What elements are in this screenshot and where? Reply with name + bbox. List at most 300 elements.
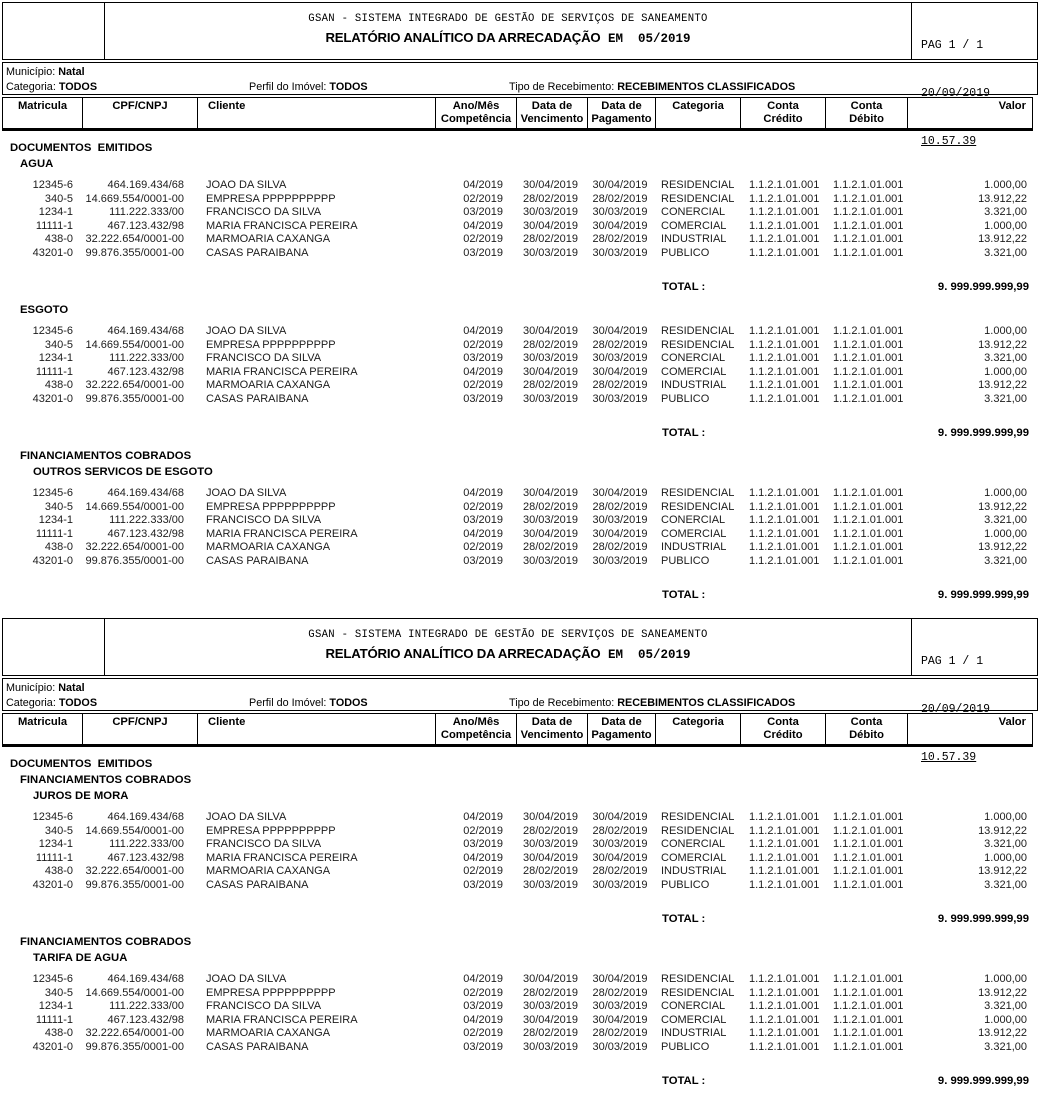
- cell-conta-debito: 1.1.2.1.01.001: [833, 233, 904, 245]
- cell-cpf-cnpj: 464.169.434/68: [107, 973, 184, 985]
- column-header-cpf-cnpj: CPF/CNPJ: [82, 98, 197, 128]
- cell-valor: 1.000,00: [984, 179, 1027, 191]
- section-rows: [2, 487, 1033, 568]
- cell-cpf-cnpj: 467.123.432/98: [107, 851, 184, 864]
- cell-valor: 3.321,00: [984, 878, 1027, 891]
- cell-cpf-cnpj: 32.222.654/0001-00: [85, 1027, 184, 1039]
- perfil-imovel-label: Perfil do Imóvel:: [249, 697, 330, 709]
- cell-conta-debito: 1.1.2.1.01.001: [833, 392, 904, 405]
- total-value: 9. 999.999.999,99: [937, 1075, 1029, 1087]
- cell-categoria: CONERCIAL: [661, 514, 726, 526]
- cell-data-pagamento: 30/04/2019: [592, 487, 648, 499]
- cell-valor: 1.000,00: [984, 219, 1027, 232]
- cell-conta-credito: 1.1.2.1.01.001: [749, 514, 820, 526]
- cell-data-vencimento: 28/02/2019: [522, 338, 579, 351]
- column-header-matricula: Matricula: [17, 716, 68, 728]
- cell-valor: 3.321,00: [984, 1040, 1027, 1053]
- cell-data-vencimento: 28/02/2019: [522, 824, 579, 837]
- cell-valor: 1.000,00: [984, 851, 1027, 864]
- cell-cliente: FRANCISCO DA SILVA: [206, 838, 322, 850]
- total-label: TOTAL :: [662, 281, 706, 293]
- cell-cpf-cnpj: 111.222.333/00: [109, 352, 184, 364]
- section-heading: DOCUMENTOS EMITIDOS: [10, 142, 153, 154]
- cell-ano-mes-competencia: 03/2019: [463, 392, 503, 405]
- cell-conta-debito: 1.1.2.1.01.001: [833, 865, 904, 877]
- cell-data-pagamento: 30/04/2019: [592, 179, 648, 191]
- cell-conta-credito: 1.1.2.1.01.001: [749, 554, 820, 567]
- cell-conta-credito: 1.1.2.1.01.001: [749, 824, 820, 837]
- cell-matricula: 1234-1: [38, 352, 73, 364]
- total-row: [2, 1074, 1033, 1088]
- cell-data-pagamento: 28/02/2019: [592, 233, 648, 245]
- table-row: [2, 1041, 1033, 1055]
- cell-categoria: PUBLICO: [661, 392, 710, 405]
- cell-data-vencimento: 28/02/2019: [522, 1027, 579, 1039]
- cell-ano-mes-competencia: 03/2019: [463, 838, 503, 850]
- cell-conta-credito: 1.1.2.1.01.001: [749, 338, 820, 351]
- cell-data-pagamento: 28/02/2019: [592, 192, 648, 205]
- cell-matricula: 438-0: [44, 1027, 73, 1039]
- cell-categoria: PUBLICO: [661, 1040, 710, 1053]
- cell-conta-credito: 1.1.2.1.01.001: [749, 192, 820, 205]
- cell-categoria: INDUSTRIAL: [661, 865, 727, 877]
- table-row: [2, 838, 1033, 852]
- filter-municipio: [6, 681, 1037, 696]
- cell-cpf-cnpj: 99.876.355/0001-00: [85, 1040, 184, 1053]
- cell-data-vencimento: 30/04/2019: [522, 179, 579, 191]
- cell-matricula: 438-0: [44, 233, 73, 245]
- column-header-ano-mes-competencia: Ano/Mês Competência: [435, 98, 516, 128]
- cell-conta-credito: 1.1.2.1.01.001: [749, 325, 820, 337]
- table-column-header: [2, 97, 1033, 131]
- cell-conta-credito: 1.1.2.1.01.001: [749, 352, 820, 364]
- total-row: [2, 588, 1033, 602]
- table-row: [2, 825, 1033, 839]
- column-header-valor: Valor: [907, 98, 1032, 128]
- cell-conta-debito: 1.1.2.1.01.001: [833, 824, 904, 837]
- cell-cliente: MARMOARIA CAXANGA: [206, 541, 331, 553]
- cell-categoria: COMERCIAL: [661, 851, 727, 864]
- cell-ano-mes-competencia: 03/2019: [463, 554, 503, 567]
- cell-valor: 3.321,00: [984, 554, 1027, 567]
- table-row: [2, 501, 1033, 515]
- filter-bar: [2, 62, 1038, 95]
- cell-valor: 1.000,00: [984, 365, 1027, 378]
- logo-box: [3, 3, 105, 59]
- cell-cpf-cnpj: 32.222.654/0001-00: [85, 379, 184, 391]
- cell-conta-credito: 1.1.2.1.01.001: [749, 392, 820, 405]
- table-column-header: [2, 713, 1033, 747]
- cell-categoria: COMERCIAL: [661, 219, 727, 232]
- header-titles: [105, 3, 911, 59]
- tipo-recebimento-label: Tipo de Recebimento:: [509, 697, 618, 709]
- cell-ano-mes-competencia: 04/2019: [463, 179, 503, 191]
- cell-conta-debito: 1.1.2.1.01.001: [833, 811, 904, 823]
- cell-data-pagamento: 30/03/2019: [592, 838, 648, 850]
- cell-data-pagamento: 30/04/2019: [592, 365, 648, 378]
- cell-data-vencimento: 28/02/2019: [522, 192, 579, 205]
- cell-cliente: FRANCISCO DA SILVA: [206, 206, 322, 218]
- cell-valor: 13.912,22: [978, 500, 1027, 513]
- cell-cpf-cnpj: 467.123.432/98: [107, 527, 184, 540]
- cell-conta-credito: 1.1.2.1.01.001: [749, 500, 820, 513]
- cell-conta-debito: 1.1.2.1.01.001: [833, 365, 904, 378]
- perfil-imovel-value: TODOS: [329, 697, 368, 709]
- cell-valor: 13.912,22: [978, 986, 1027, 999]
- cell-conta-credito: 1.1.2.1.01.001: [749, 865, 820, 877]
- cell-data-pagamento: 30/04/2019: [592, 973, 648, 985]
- cell-conta-credito: 1.1.2.1.01.001: [749, 986, 820, 999]
- cell-conta-debito: 1.1.2.1.01.001: [833, 338, 904, 351]
- report-title-line: [105, 29, 911, 47]
- cell-ano-mes-competencia: 04/2019: [463, 1013, 503, 1026]
- table-row: [2, 1000, 1033, 1014]
- categoria-value: TODOS: [58, 697, 98, 709]
- cell-valor: 1.000,00: [984, 325, 1027, 337]
- cell-categoria: COMERCIAL: [661, 1013, 727, 1026]
- perfil-imovel-label: Perfil do Imóvel:: [249, 81, 330, 93]
- cell-data-pagamento: 30/03/2019: [592, 206, 648, 218]
- cell-conta-credito: 1.1.2.1.01.001: [749, 379, 820, 391]
- cell-data-pagamento: 30/04/2019: [592, 527, 648, 540]
- cell-categoria: RESIDENCIAL: [661, 500, 735, 513]
- cell-conta-debito: 1.1.2.1.01.001: [833, 527, 904, 540]
- table-row: [2, 366, 1033, 380]
- cell-cliente: EMPRESA PPPPPPPPPP: [206, 986, 336, 999]
- cell-cpf-cnpj: 99.876.355/0001-00: [85, 392, 184, 405]
- cell-data-vencimento: 28/02/2019: [522, 541, 579, 553]
- report-period: EM 05/2019: [600, 32, 691, 46]
- cell-conta-credito: 1.1.2.1.01.001: [749, 487, 820, 499]
- section-heading: AGUA: [20, 158, 54, 170]
- cell-conta-credito: 1.1.2.1.01.001: [749, 527, 820, 540]
- cell-cliente: CASAS PARAIBANA: [206, 1040, 309, 1053]
- cell-conta-debito: 1.1.2.1.01.001: [833, 514, 904, 526]
- cell-data-pagamento: 28/02/2019: [592, 338, 648, 351]
- column-header-cliente: Cliente: [197, 98, 435, 128]
- cell-valor: 3.321,00: [984, 1000, 1027, 1012]
- cell-cpf-cnpj: 32.222.654/0001-00: [85, 233, 184, 245]
- cell-valor: 13.912,22: [978, 192, 1027, 205]
- cell-valor: 13.912,22: [978, 233, 1027, 245]
- cell-ano-mes-competencia: 02/2019: [463, 379, 503, 391]
- section-heading: FINANCIAMENTOS COBRADOS: [20, 774, 192, 786]
- cell-matricula: 1234-1: [38, 514, 73, 526]
- cell-data-pagamento: 30/04/2019: [592, 325, 648, 337]
- cell-conta-debito: 1.1.2.1.01.001: [833, 325, 904, 337]
- cell-categoria: COMERCIAL: [661, 365, 727, 378]
- table-row: [2, 193, 1033, 207]
- cell-categoria: PUBLICO: [661, 878, 710, 891]
- cell-categoria: INDUSTRIAL: [661, 233, 727, 245]
- cell-ano-mes-competencia: 04/2019: [463, 487, 503, 499]
- section-heading: FINANCIAMENTOS COBRADOS: [20, 450, 192, 462]
- total-value: 9. 999.999.999,99: [937, 427, 1029, 439]
- column-header-conta-debito: Conta Débito: [825, 714, 907, 744]
- print-time: 10.57.39: [921, 135, 977, 148]
- cell-conta-credito: 1.1.2.1.01.001: [749, 973, 820, 985]
- cell-valor: 1.000,00: [984, 527, 1027, 540]
- table-row: [2, 541, 1033, 555]
- total-label: TOTAL :: [662, 427, 706, 439]
- cell-cliente: EMPRESA PPPPPPPPPP: [206, 338, 336, 351]
- cell-conta-credito: 1.1.2.1.01.001: [749, 1013, 820, 1026]
- cell-data-pagamento: 30/03/2019: [592, 1040, 648, 1053]
- cell-valor: 13.912,22: [978, 824, 1027, 837]
- cell-conta-debito: 1.1.2.1.01.001: [833, 838, 904, 850]
- cell-cpf-cnpj: 111.222.333/00: [109, 514, 184, 526]
- cell-conta-debito: 1.1.2.1.01.001: [833, 352, 904, 364]
- cell-cpf-cnpj: 14.669.554/0001-00: [85, 824, 184, 837]
- cell-valor: 1.000,00: [984, 973, 1027, 985]
- cell-categoria: CONERCIAL: [661, 352, 726, 364]
- section-heading: ESGOTO: [20, 304, 69, 316]
- cell-matricula: 12345-6: [32, 325, 73, 337]
- cell-matricula: 43201-0: [32, 554, 73, 567]
- cell-data-pagamento: 30/03/2019: [592, 878, 648, 891]
- report-section: [2, 934, 1033, 1088]
- section-rows: [2, 179, 1033, 260]
- cell-ano-mes-competencia: 03/2019: [463, 1000, 503, 1012]
- cell-categoria: INDUSTRIAL: [661, 1027, 727, 1039]
- cell-ano-mes-competencia: 02/2019: [463, 338, 503, 351]
- table-row: [2, 325, 1033, 339]
- cell-matricula: 12345-6: [32, 487, 73, 499]
- column-header-conta-credito: Conta Crédito: [740, 98, 825, 128]
- cell-data-pagamento: 30/03/2019: [592, 246, 648, 259]
- cell-cliente: EMPRESA PPPPPPPPPP: [206, 500, 336, 513]
- cell-data-vencimento: 30/04/2019: [522, 325, 579, 337]
- report-body: [2, 756, 1033, 1088]
- column-header-conta-debito: Conta Débito: [825, 98, 907, 128]
- table-row: [2, 865, 1033, 879]
- total-value: 9. 999.999.999,99: [937, 281, 1029, 293]
- cell-matricula: 11111-1: [35, 365, 73, 378]
- report-section: [2, 140, 1033, 294]
- cell-cliente: EMPRESA PPPPPPPPPP: [206, 192, 336, 205]
- cell-matricula: 12345-6: [32, 811, 73, 823]
- cell-ano-mes-competencia: 04/2019: [463, 219, 503, 232]
- cell-conta-debito: 1.1.2.1.01.001: [833, 487, 904, 499]
- page-number: PAG 1 / 1: [921, 655, 984, 668]
- cell-data-vencimento: 30/03/2019: [522, 246, 579, 259]
- cell-data-vencimento: 30/03/2019: [522, 352, 579, 364]
- cell-cliente: JOAO DA SILVA: [206, 325, 287, 337]
- column-header-matricula: Matricula: [17, 100, 68, 112]
- cell-ano-mes-competencia: 04/2019: [463, 811, 503, 823]
- cell-conta-credito: 1.1.2.1.01.001: [749, 1027, 820, 1039]
- cell-cpf-cnpj: 99.876.355/0001-00: [85, 246, 184, 259]
- cell-matricula: 43201-0: [32, 392, 73, 405]
- cell-matricula: 340-5: [44, 338, 73, 351]
- cell-conta-debito: 1.1.2.1.01.001: [833, 206, 904, 218]
- cell-cpf-cnpj: 14.669.554/0001-00: [85, 500, 184, 513]
- table-row: [2, 179, 1033, 193]
- municipio-label: Município:: [6, 66, 59, 78]
- cell-cliente: CASAS PARAIBANA: [206, 392, 309, 405]
- section-heading: TARIFA DE AGUA: [33, 952, 128, 964]
- cell-cliente: JOAO DA SILVA: [206, 973, 287, 985]
- cell-categoria: INDUSTRIAL: [661, 379, 727, 391]
- report-section: [2, 448, 1033, 602]
- cell-cpf-cnpj: 14.669.554/0001-00: [85, 338, 184, 351]
- cell-data-pagamento: 28/02/2019: [592, 500, 648, 513]
- cell-data-pagamento: 30/04/2019: [592, 219, 648, 232]
- cell-conta-debito: 1.1.2.1.01.001: [833, 379, 904, 391]
- cell-conta-debito: 1.1.2.1.01.001: [833, 192, 904, 205]
- cell-data-pagamento: 28/02/2019: [592, 824, 648, 837]
- cell-data-vencimento: 30/04/2019: [522, 811, 579, 823]
- cell-conta-debito: 1.1.2.1.01.001: [833, 1013, 904, 1026]
- cell-conta-credito: 1.1.2.1.01.001: [749, 878, 820, 891]
- cell-conta-debito: 1.1.2.1.01.001: [833, 1000, 904, 1012]
- cell-conta-debito: 1.1.2.1.01.001: [833, 219, 904, 232]
- total-row: [2, 426, 1033, 440]
- cell-categoria: RESIDENCIAL: [661, 973, 735, 985]
- total-label: TOTAL :: [662, 589, 706, 601]
- cell-data-vencimento: 30/03/2019: [522, 514, 579, 526]
- table-row: [2, 987, 1033, 1001]
- total-row: [2, 912, 1033, 926]
- total-row: [2, 280, 1033, 294]
- cell-categoria: CONERCIAL: [661, 838, 726, 850]
- cell-data-vencimento: 30/03/2019: [522, 838, 579, 850]
- cell-categoria: PUBLICO: [661, 554, 710, 567]
- cell-conta-credito: 1.1.2.1.01.001: [749, 838, 820, 850]
- header-titles: [105, 619, 911, 675]
- print-date: 20/09/2019: [921, 703, 991, 716]
- cell-data-pagamento: 30/03/2019: [592, 352, 648, 364]
- cell-data-vencimento: 30/04/2019: [522, 487, 579, 499]
- cell-cpf-cnpj: 14.669.554/0001-00: [85, 192, 184, 205]
- cell-matricula: 438-0: [44, 541, 73, 553]
- table-row: [2, 206, 1033, 220]
- categoria-value: TODOS: [58, 81, 98, 93]
- table-row: [2, 1014, 1033, 1028]
- cell-ano-mes-competencia: 02/2019: [463, 824, 503, 837]
- report-title: RELATÓRIO ANALÍTICO DA ARRECADAÇÃO: [325, 646, 601, 661]
- cell-matricula: 12345-6: [32, 179, 73, 191]
- total-label: TOTAL :: [662, 913, 706, 925]
- cell-data-pagamento: 30/03/2019: [592, 392, 648, 405]
- cell-ano-mes-competencia: 02/2019: [463, 500, 503, 513]
- cell-data-vencimento: 30/04/2019: [522, 365, 579, 378]
- cell-ano-mes-competencia: 03/2019: [463, 1040, 503, 1053]
- cell-valor: 3.321,00: [984, 514, 1027, 526]
- table-row: [2, 514, 1033, 528]
- report-section: [2, 756, 1033, 926]
- cell-data-vencimento: 30/03/2019: [522, 392, 579, 405]
- cell-data-vencimento: 30/03/2019: [522, 1000, 579, 1012]
- cell-conta-debito: 1.1.2.1.01.001: [833, 973, 904, 985]
- cell-cliente: CASAS PARAIBANA: [206, 878, 309, 891]
- cell-data-pagamento: 30/03/2019: [592, 1000, 648, 1012]
- cell-valor: 1.000,00: [984, 811, 1027, 823]
- cell-conta-debito: 1.1.2.1.01.001: [833, 1040, 904, 1053]
- cell-matricula: 11111-1: [35, 1013, 73, 1026]
- cell-conta-debito: 1.1.2.1.01.001: [833, 179, 904, 191]
- cell-ano-mes-competencia: 03/2019: [463, 878, 503, 891]
- report-title: RELATÓRIO ANALÍTICO DA ARRECADAÇÃO: [325, 30, 601, 45]
- column-header-cpf-cnpj: CPF/CNPJ: [82, 714, 197, 744]
- cell-matricula: 1234-1: [38, 1000, 73, 1012]
- cell-cpf-cnpj: 111.222.333/00: [109, 838, 184, 850]
- cell-conta-credito: 1.1.2.1.01.001: [749, 219, 820, 232]
- cell-cpf-cnpj: 32.222.654/0001-00: [85, 865, 184, 877]
- cell-cpf-cnpj: 464.169.434/68: [107, 811, 184, 823]
- cell-matricula: 340-5: [44, 986, 73, 999]
- report-body: [2, 140, 1033, 602]
- perfil-imovel-value: TODOS: [329, 81, 368, 93]
- cell-ano-mes-competencia: 02/2019: [463, 1027, 503, 1039]
- cell-cliente: CASAS PARAIBANA: [206, 246, 309, 259]
- table-row: [2, 852, 1033, 866]
- cell-matricula: 43201-0: [32, 878, 73, 891]
- cell-conta-credito: 1.1.2.1.01.001: [749, 851, 820, 864]
- filter-perfil-imovel: [249, 80, 368, 95]
- cell-ano-mes-competencia: 04/2019: [463, 973, 503, 985]
- cell-data-pagamento: 28/02/2019: [592, 379, 648, 391]
- cell-data-pagamento: 28/02/2019: [592, 1027, 648, 1039]
- cell-data-vencimento: 28/02/2019: [522, 379, 579, 391]
- print-date: 20/09/2019: [921, 87, 991, 100]
- cell-data-pagamento: 28/02/2019: [592, 865, 648, 877]
- column-header-valor: Valor: [907, 714, 1032, 744]
- column-header-data-vencimento: Data de Vencimento: [516, 98, 587, 128]
- categoria-label: Categoria:: [6, 697, 59, 709]
- section-heading: OUTROS SERVICOS DE ESGOTO: [33, 466, 213, 478]
- filter-tipo-recebimento: [509, 80, 795, 95]
- table-row: [2, 879, 1033, 893]
- cell-cliente: CASAS PARAIBANA: [206, 554, 309, 567]
- cell-cliente: MARMOARIA CAXANGA: [206, 865, 331, 877]
- cell-cliente: MARIA FRANCISCA PEREIRA: [206, 219, 358, 232]
- table-row: [2, 233, 1033, 247]
- table-row: [2, 555, 1033, 569]
- cell-categoria: RESIDENCIAL: [661, 986, 735, 999]
- cell-matricula: 340-5: [44, 824, 73, 837]
- cell-cliente: JOAO DA SILVA: [206, 487, 287, 499]
- cell-ano-mes-competencia: 03/2019: [463, 246, 503, 259]
- cell-conta-credito: 1.1.2.1.01.001: [749, 179, 820, 191]
- cell-conta-credito: 1.1.2.1.01.001: [749, 1000, 820, 1012]
- cell-categoria: RESIDENCIAL: [661, 824, 735, 837]
- column-header-ano-mes-competencia: Ano/Mês Competência: [435, 714, 516, 744]
- cell-conta-debito: 1.1.2.1.01.001: [833, 541, 904, 553]
- cell-data-vencimento: 30/03/2019: [522, 206, 579, 218]
- column-header-data-vencimento: Data de Vencimento: [516, 714, 587, 744]
- cell-data-pagamento: 30/03/2019: [592, 514, 648, 526]
- cell-data-vencimento: 30/04/2019: [522, 1013, 579, 1026]
- cell-cliente: MARMOARIA CAXANGA: [206, 379, 331, 391]
- cell-ano-mes-competencia: 02/2019: [463, 865, 503, 877]
- cell-cpf-cnpj: 464.169.434/68: [107, 179, 184, 191]
- cell-data-vencimento: 30/04/2019: [522, 527, 579, 540]
- system-title: GSAN - SISTEMA INTEGRADO DE GESTÃO DE SERVIÇOS DE SANEAMENTO: [308, 13, 708, 25]
- cell-categoria: RESIDENCIAL: [661, 325, 735, 337]
- cell-data-vencimento: 28/02/2019: [522, 233, 579, 245]
- cell-conta-credito: 1.1.2.1.01.001: [749, 233, 820, 245]
- table-row: [2, 528, 1033, 542]
- tipo-recebimento-value: RECEBIMENTOS CLASSIFICADOS: [617, 697, 796, 709]
- cell-cpf-cnpj: 467.123.432/98: [107, 1013, 184, 1026]
- cell-conta-debito: 1.1.2.1.01.001: [833, 1027, 904, 1039]
- cell-ano-mes-competencia: 04/2019: [463, 527, 503, 540]
- cell-matricula: 12345-6: [32, 973, 73, 985]
- column-header-data-pagamento: Data de Pagamento: [587, 98, 655, 128]
- table-row: [2, 339, 1033, 353]
- filter-perfil-imovel: [249, 696, 368, 711]
